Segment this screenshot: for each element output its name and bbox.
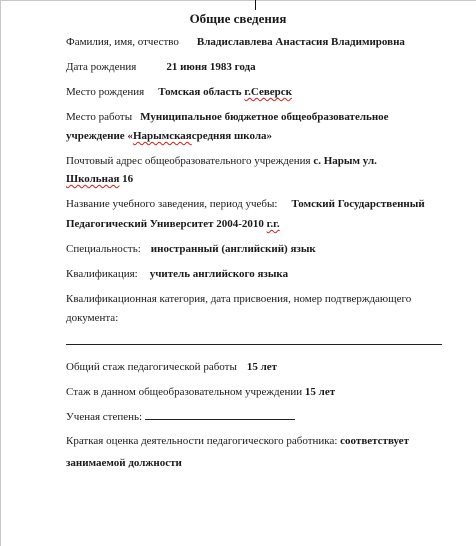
document-title: Общие сведения	[189, 11, 287, 26]
category-row-2	[66, 312, 118, 324]
assessment-value-line1: соответствует	[340, 435, 409, 447]
local-experience-row	[66, 386, 335, 398]
birth-place-label: Место рождения	[66, 86, 145, 98]
specialty-label: Специальность:	[66, 243, 141, 255]
fio-label: Фамилия, имя, отчество	[66, 36, 179, 48]
degree-blank-line	[145, 409, 295, 420]
institution-value-line1: Томский Государственный	[291, 198, 425, 210]
total-experience-label: Общий стаж педагогической работы	[66, 361, 237, 373]
birth-date-value: 21 июня 1983 года	[166, 61, 256, 73]
qualification-value: учитель английского языка	[149, 268, 289, 280]
degree-label: Ученая степень:	[66, 411, 143, 423]
birth-place-city: г.Северск	[244, 86, 293, 98]
qualification-row	[66, 268, 288, 280]
workplace-value-prefix: учреждение «	[66, 130, 133, 142]
birth-place-row	[66, 86, 292, 98]
workplace-label: Место работы	[66, 111, 133, 123]
category-row	[66, 293, 411, 305]
page-edge-top	[0, 0, 476, 1]
postal-row	[66, 155, 377, 167]
specialty-row	[66, 243, 316, 255]
workplace-value-marked: Нарымская	[132, 130, 192, 142]
institution-value-line2: Педагогический Университет 2004-2010	[66, 218, 264, 230]
page-edge-left	[0, 0, 1, 546]
degree-row	[66, 409, 295, 423]
assessment-row-2	[66, 457, 182, 469]
postal-house: 16	[122, 173, 134, 185]
institution-row	[66, 198, 425, 210]
birth-date-label: Дата рождения	[66, 61, 137, 73]
postal-value-line1: с. Нарым ул.	[313, 155, 377, 167]
institution-years-marker: г.г.	[266, 218, 280, 230]
birth-place-value: Томская область	[158, 86, 242, 98]
fio-row	[66, 36, 405, 48]
qualification-label: Квалификация:	[66, 268, 138, 280]
workplace-row	[66, 111, 389, 123]
fio-value: Владиславлева Анастасия Владимировна	[196, 36, 405, 48]
specialty-value: иностранный (английский) язык	[150, 243, 316, 255]
local-experience-label: Стаж в данном общеобразовательном учреждении	[66, 386, 303, 398]
total-experience-row	[66, 361, 277, 373]
assessment-label: Краткая оценка деятельности педагогического работника:	[66, 435, 338, 447]
assessment-row	[66, 435, 409, 447]
category-label-line1: Квалификационная категория, дата присвоения, номер подтверждающего	[66, 293, 412, 305]
birth-date-row	[66, 61, 256, 73]
postal-street: Школьная	[66, 173, 120, 185]
workplace-value-suffix: средняя школа»	[191, 130, 273, 142]
category-label-line2: документа:	[66, 312, 119, 324]
institution-label: Название учебного заведения, период учебы:	[66, 198, 278, 210]
text-cursor	[255, 0, 256, 10]
assessment-value-line2: занимаемой должности	[66, 457, 182, 469]
local-experience-value: 15 лет	[304, 386, 336, 398]
workplace-value-line1: Муниципальное бюджетное общеобразовательное	[140, 111, 389, 123]
postal-row-2	[66, 173, 133, 185]
category-blank-line	[66, 344, 442, 345]
institution-row-2	[66, 218, 280, 230]
workplace-row-2	[66, 130, 272, 142]
total-experience-value: 15 лет	[246, 361, 278, 373]
postal-label: Почтовый адрес общеобразовательного учреждения	[66, 155, 311, 167]
